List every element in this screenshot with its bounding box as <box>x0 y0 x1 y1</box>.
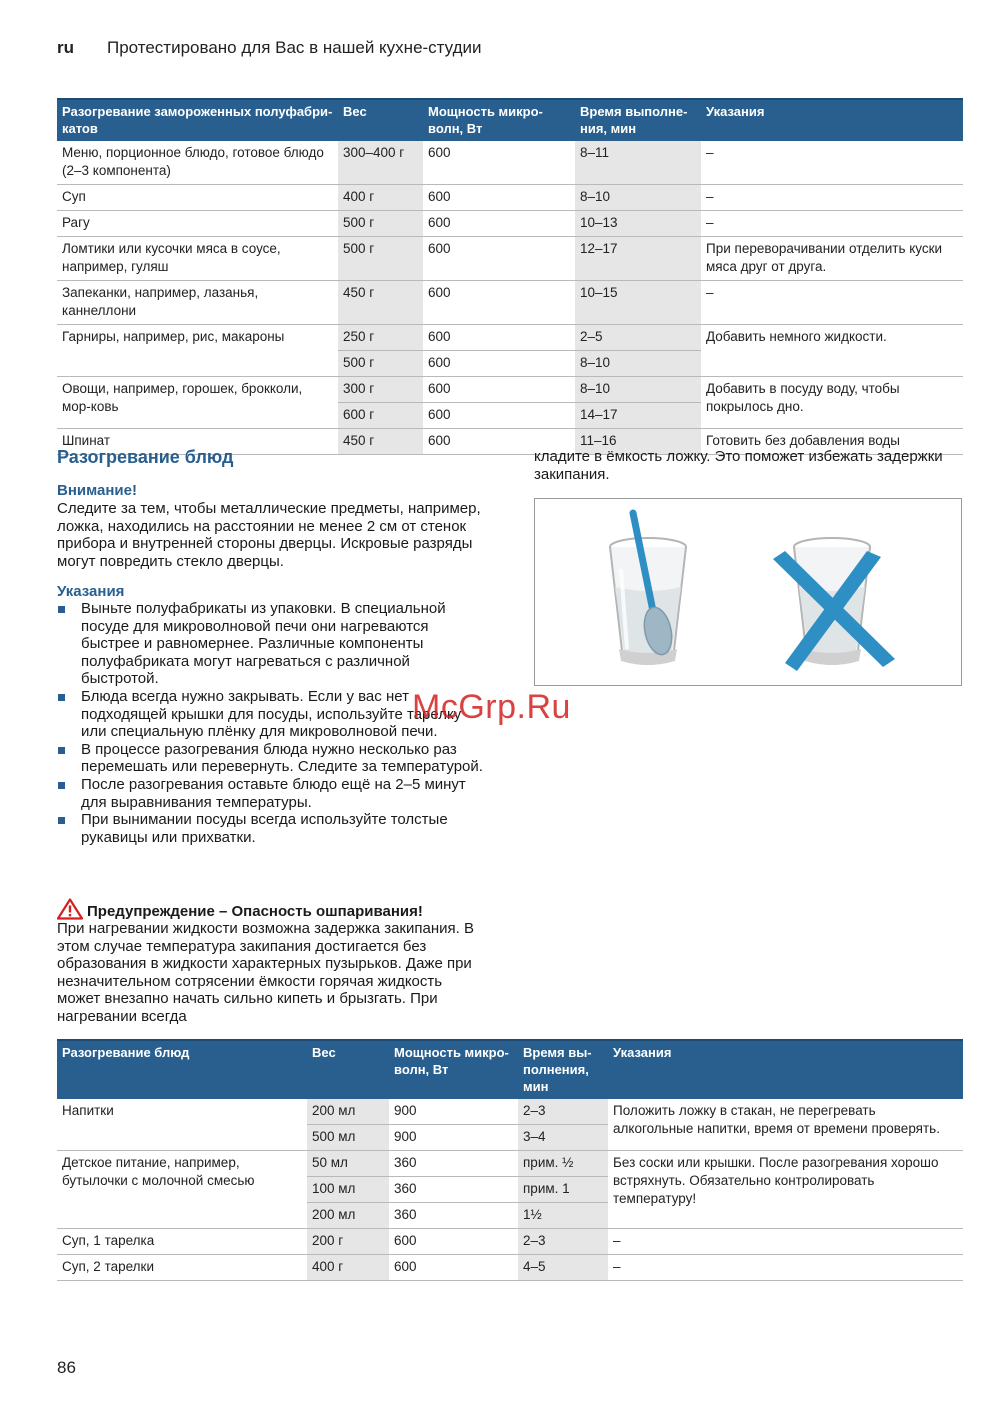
table-cell: 600 <box>423 351 575 377</box>
table-cell: 600 <box>389 1229 518 1255</box>
table-cell: 300 г <box>338 377 423 403</box>
table-cell: 2–5 <box>575 325 701 351</box>
column-header: Указания <box>701 99 963 141</box>
table-cell: Рагу <box>57 211 338 237</box>
table-cell: Детское питание, например, бутылочки с молочной смесью <box>57 1151 307 1229</box>
table-row <box>57 377 963 403</box>
list-item-text: Выньте полуфабрикаты из упаковки. В специальной посуде для микроволновой печи они нагреваются быстрее и равномернее. Различные компоненты полуфабриката могут нагреваться с различной быстротой. <box>81 600 446 688</box>
column-header: Время выполне- ния, мин <box>575 99 701 141</box>
table-row <box>57 141 963 185</box>
table-cell: 300–400 г <box>338 141 423 185</box>
column-header: Вес <box>338 99 423 141</box>
table-row <box>57 1255 963 1281</box>
table-cell: Шпинат <box>57 429 338 455</box>
table-cell: Суп, 1 тарелка <box>57 1229 307 1255</box>
table-cell: 600 <box>423 141 575 185</box>
table-cell: – <box>701 141 963 185</box>
table-row <box>57 1229 963 1255</box>
illustration-svg <box>535 499 961 685</box>
table-cell: 600 <box>389 1255 518 1281</box>
table-cell: 500 г <box>338 211 423 237</box>
frozen-foods-table <box>57 98 963 455</box>
bullet-square <box>58 782 65 789</box>
watermark: McGrp.Ru <box>412 688 571 726</box>
continued-text: кладите в ёмкость ложку. Это поможет избежать задержки закипания. <box>534 448 943 483</box>
table-cell: – <box>608 1255 963 1281</box>
column-header: Вес <box>307 1040 389 1099</box>
table-cell: 100 мл <box>307 1177 389 1203</box>
table-cell: Запеканки, например, лазанья, каннеллони <box>57 281 338 325</box>
warning-triangle-icon <box>57 898 83 920</box>
table-cell: Добавить немного жидкости. <box>701 325 963 377</box>
table-cell: 450 г <box>338 281 423 325</box>
table-cell: 250 г <box>338 325 423 351</box>
notes-title: Указания <box>57 583 125 600</box>
table-cell: 50 мл <box>307 1151 389 1177</box>
table-cell: 450 г <box>338 429 423 455</box>
table-cell: 2–3 <box>518 1099 608 1125</box>
table-cell: 8–10 <box>575 185 701 211</box>
table-cell: – <box>701 185 963 211</box>
table-cell: прим. 1 <box>518 1177 608 1203</box>
list-item <box>57 600 487 688</box>
table-cell: 500 г <box>338 351 423 377</box>
table-cell: 4–5 <box>518 1255 608 1281</box>
table-cell: Готовить без добавления воды <box>701 429 963 455</box>
glass-with-spoon-icon <box>610 513 686 665</box>
table-cell: Овощи, например, горошек, брокколи, мор-ковь <box>57 377 338 429</box>
table-cell: 600 <box>423 325 575 351</box>
warning-heading <box>57 898 423 920</box>
list-item-text: После разогревания оставьте блюдо ещё на 2–5 минут для выравнивания температуры. <box>81 775 466 811</box>
column-header: Указания <box>608 1040 963 1099</box>
list-item <box>57 776 487 811</box>
table-cell: 600 <box>423 237 575 281</box>
table-cell: 500 мл <box>307 1125 389 1151</box>
column-header: Мощность микро- волн, Вт <box>423 99 575 141</box>
table-cell: Гарниры, например, рис, макароны <box>57 325 338 377</box>
table-header-row <box>57 99 963 141</box>
table-row <box>57 1151 963 1177</box>
table-cell: 10–15 <box>575 281 701 325</box>
column-header: Разогревание замороженных полуфабри- катов <box>57 99 338 141</box>
table-cell: Ломтики или кусочки мяса в соусе, например, гуляш <box>57 237 338 281</box>
table-cell: 10–13 <box>575 211 701 237</box>
page-number: 86 <box>57 1358 76 1377</box>
table-cell: Суп, 2 тарелки <box>57 1255 307 1281</box>
table-cell: 900 <box>389 1125 518 1151</box>
list-item-text: При вынимании посуды всегда используйте толстые рукавицы или прихватки. <box>81 811 448 846</box>
table-cell: – <box>608 1229 963 1255</box>
list-item <box>57 741 487 776</box>
table-cell: 2–3 <box>518 1229 608 1255</box>
table-cell: 12–17 <box>575 237 701 281</box>
reheating-table <box>57 1039 963 1281</box>
table-cell: прим. ½ <box>518 1151 608 1177</box>
list-item <box>57 811 487 846</box>
chapter-title: Протестировано для Вас в нашей кухне-студии <box>107 38 482 57</box>
table-cell: 200 мл <box>307 1203 389 1229</box>
language-code: ru <box>57 38 74 57</box>
table-cell: Меню, порционное блюдо, готовое блюдо (2–3 компонента) <box>57 141 338 185</box>
table-cell: Напитки <box>57 1099 307 1151</box>
table-cell: 8–11 <box>575 141 701 185</box>
table-cell: 360 <box>389 1177 518 1203</box>
table-cell: 8–10 <box>575 377 701 403</box>
table-cell: 360 <box>389 1151 518 1177</box>
table-cell: 3–4 <box>518 1125 608 1151</box>
table-cell: 400 г <box>307 1255 389 1281</box>
table-cell: 200 г <box>307 1229 389 1255</box>
table-cell: 600 <box>423 211 575 237</box>
table-cell: Положить ложку в стакан, не перегревать алкогольные напитки, время от времени проверять. <box>608 1099 963 1151</box>
table-cell: 400 г <box>338 185 423 211</box>
attention-title: Внимание! <box>57 482 137 499</box>
bullet-square <box>58 817 65 824</box>
list-item-text: В процессе разогревания блюда нужно несколько раз перемешать или перевернуть. Следите за температурой. <box>81 740 483 776</box>
warning-text: При нагревании жидкости возможна задержка закипания. В этом случае температура закипания достигается без образования в жидкости характерных пузырьков. Даже при незначительном сотрясении ёмкости горячая жидкость может внезапно начать сильно кипеть и брызгать. При нагревании всегда <box>57 920 474 1025</box>
bullet-square <box>58 606 65 613</box>
table-cell: 14–17 <box>575 403 701 429</box>
table-cell: 600 г <box>338 403 423 429</box>
bullet-square <box>58 747 65 754</box>
table-row <box>57 237 963 281</box>
list-item-text: Блюда всегда нужно закрывать. Если у вас нет подходящей крышки для посуды, используйте тарелку или специальную плёнку для микроволновой печи. <box>81 687 462 741</box>
table-row <box>57 281 963 325</box>
table-cell: 600 <box>423 429 575 455</box>
table-cell: 600 <box>423 281 575 325</box>
table-cell: 1½ <box>518 1203 608 1229</box>
table-cell: Суп <box>57 185 338 211</box>
table-cell: Без соски или крышки. После разогревания хорошо встряхнуть. Обязательно контролировать температуру! <box>608 1151 963 1229</box>
table-cell: 500 г <box>338 237 423 281</box>
table-cell: 360 <box>389 1203 518 1229</box>
table-header-row <box>57 1040 963 1099</box>
section-title: Разогревание блюд <box>57 447 234 467</box>
table-row <box>57 1099 963 1125</box>
warning-title: Предупреждение – Опасность ошпаривания! <box>87 903 423 920</box>
table-cell: 200 мл <box>307 1099 389 1125</box>
table-cell: 600 <box>423 185 575 211</box>
column-header: Разогревание блюд <box>57 1040 307 1099</box>
table-cell: 600 <box>423 377 575 403</box>
bullet-square <box>58 694 65 701</box>
table-cell: Добавить в посуду воду, чтобы покрылось дно. <box>701 377 963 429</box>
table-row <box>57 185 963 211</box>
attention-text: Следите за тем, чтобы металлические предметы, например, ложка, находились на расстоянии не менее 2 см от стенок прибора и внутренней стороны дверцы. Искровые разряды могут повредить стекло дверцы. <box>57 500 481 570</box>
table-cell: 600 <box>423 403 575 429</box>
glass-spoon-illustration <box>534 498 962 686</box>
table-row <box>57 211 963 237</box>
column-header: Время вы- полнения, мин <box>518 1040 608 1099</box>
table-cell: При переворачивании отделить куски мяса друг от друга. <box>701 237 963 281</box>
table-cell: – <box>701 281 963 325</box>
page-header <box>57 38 482 58</box>
column-header: Мощность микро- волн, Вт <box>389 1040 518 1099</box>
table-cell: 900 <box>389 1099 518 1125</box>
table-cell: 11–16 <box>575 429 701 455</box>
table-cell: 8–10 <box>575 351 701 377</box>
table-cell: – <box>701 211 963 237</box>
table-row <box>57 325 963 351</box>
